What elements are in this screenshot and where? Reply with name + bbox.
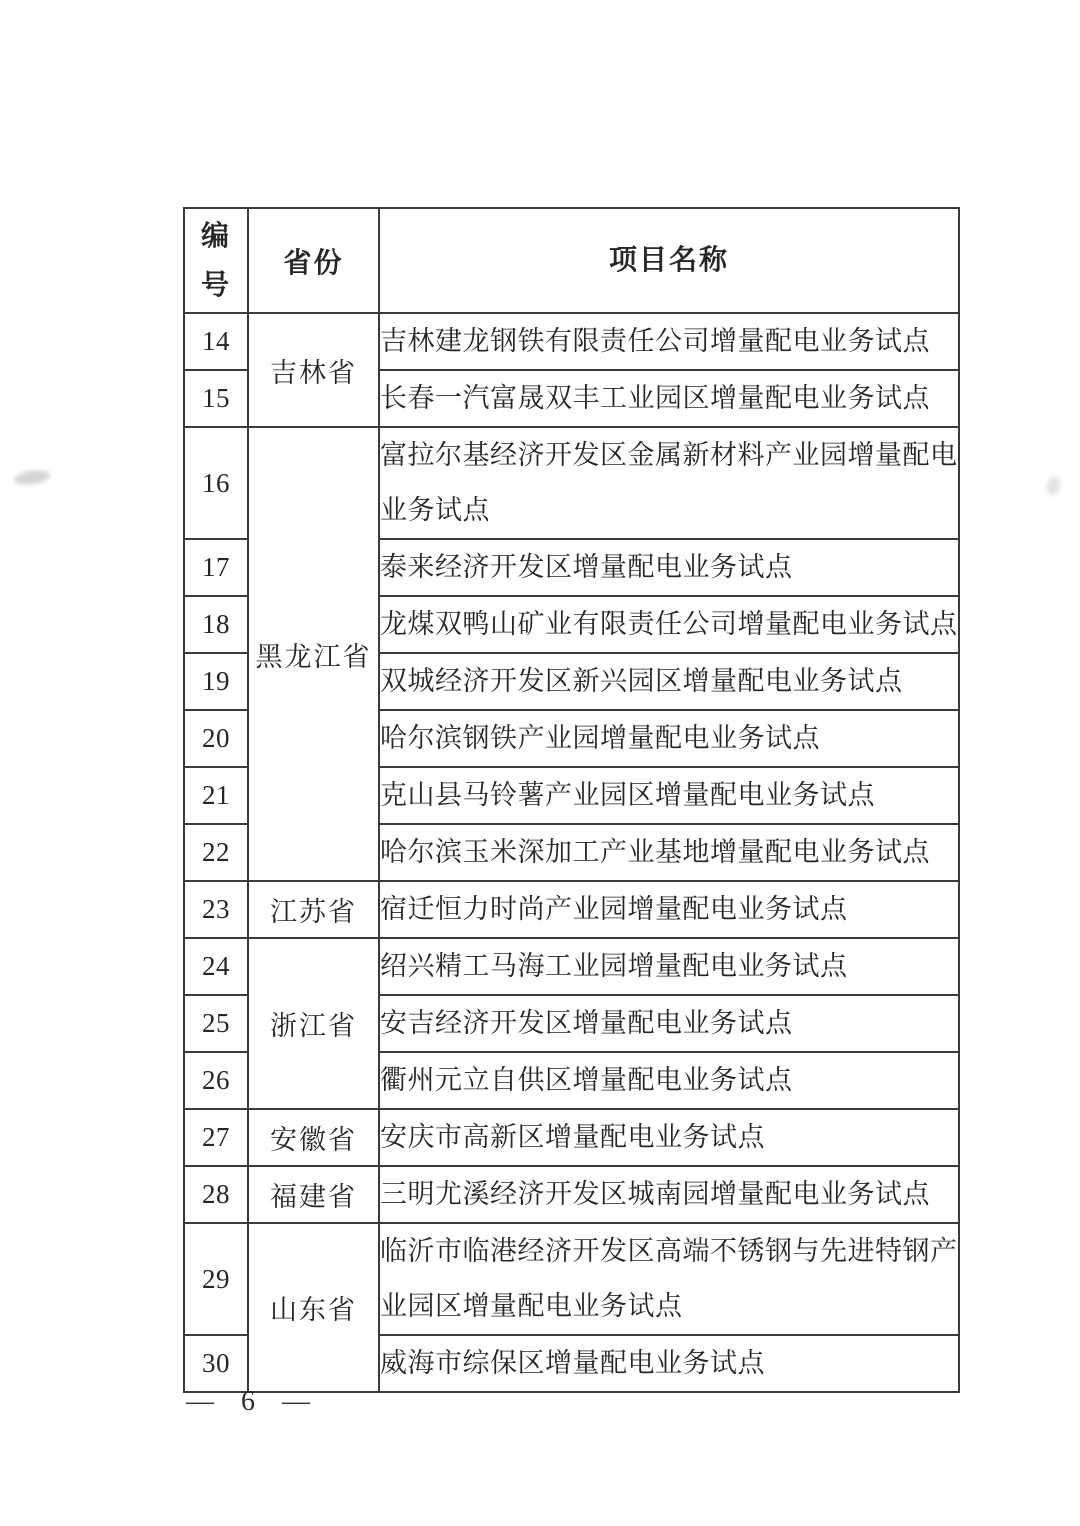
- row-number-cell: 24: [184, 938, 248, 995]
- table-row: [184, 881, 959, 938]
- province-cell: 吉林省: [248, 313, 379, 427]
- header-number-line2: 号: [200, 269, 231, 301]
- row-number-cell: 21: [184, 767, 248, 824]
- pilot-project-table: [183, 207, 960, 1393]
- row-number-cell: 17: [184, 539, 248, 596]
- province-cell: 江苏省: [248, 881, 379, 938]
- row-number-cell: 25: [184, 995, 248, 1052]
- province-cell: 山东省: [248, 1223, 379, 1392]
- project-cell: 哈尔滨玉米深加工产业基地增量配电业务试点: [379, 824, 959, 881]
- row-number-cell: 30: [184, 1335, 248, 1392]
- row-number-cell: 23: [184, 881, 248, 938]
- row-number-cell: 15: [184, 370, 248, 427]
- table-row: [184, 1109, 959, 1166]
- project-cell: 长春一汽富晟双丰工业园区增量配电业务试点: [379, 370, 959, 427]
- project-cell: 临沂市临港经济开发区高端不锈钢与先进特钢产业园区增量配电业务试点: [379, 1223, 959, 1335]
- project-cell: 威海市综保区增量配电业务试点: [379, 1335, 959, 1392]
- row-number-cell: 14: [184, 313, 248, 370]
- row-number-cell: 19: [184, 653, 248, 710]
- table-header-row: [184, 208, 959, 313]
- row-number-cell: 26: [184, 1052, 248, 1109]
- header-project: 项目名称: [379, 208, 959, 313]
- row-number-cell: 28: [184, 1166, 248, 1223]
- project-cell: 富拉尔基经济开发区金属新材料产业园增量配电业务试点: [379, 427, 959, 539]
- project-cell: 双城经济开发区新兴园区增量配电业务试点: [379, 653, 959, 710]
- row-number-cell: 20: [184, 710, 248, 767]
- header-number: [184, 208, 248, 313]
- project-cell: 宿迁恒力时尚产业园增量配电业务试点: [379, 881, 959, 938]
- province-cell: 浙江省: [248, 938, 379, 1109]
- project-cell: 安庆市高新区增量配电业务试点: [379, 1109, 959, 1166]
- row-number-cell: 29: [184, 1223, 248, 1335]
- project-cell: 克山县马铃薯产业园区增量配电业务试点: [379, 767, 959, 824]
- table-row: [184, 313, 959, 370]
- scan-artifact-right: [1045, 475, 1062, 497]
- header-province: 省份: [248, 208, 379, 313]
- province-cell: 福建省: [248, 1166, 379, 1223]
- province-cell: 黑龙江省: [248, 427, 379, 881]
- project-cell: 安吉经济开发区增量配电业务试点: [379, 995, 959, 1052]
- row-number-cell: 22: [184, 824, 248, 881]
- row-number-cell: 16: [184, 427, 248, 539]
- project-cell: 泰来经济开发区增量配电业务试点: [379, 539, 959, 596]
- project-cell: 三明尤溪经济开发区城南园增量配电业务试点: [379, 1166, 959, 1223]
- project-cell: 绍兴精工马海工业园增量配电业务试点: [379, 938, 959, 995]
- header-number-line1: 编: [200, 220, 231, 252]
- project-cell: 哈尔滨钢铁产业园增量配电业务试点: [379, 710, 959, 767]
- table-row: [184, 1166, 959, 1223]
- scan-artifact-left: [13, 469, 50, 487]
- table-row: [184, 1223, 959, 1335]
- project-cell: 吉林建龙钢铁有限责任公司增量配电业务试点: [379, 313, 959, 370]
- table-row: [184, 427, 959, 539]
- project-cell: 衢州元立自供区增量配电业务试点: [379, 1052, 959, 1109]
- project-cell: 龙煤双鸭山矿业有限责任公司增量配电业务试点: [379, 596, 959, 653]
- province-cell: 安徽省: [248, 1109, 379, 1166]
- row-number-cell: 27: [184, 1109, 248, 1166]
- row-number-cell: 18: [184, 596, 248, 653]
- table-row: [184, 938, 959, 995]
- page-number: — 6 —: [186, 1386, 312, 1417]
